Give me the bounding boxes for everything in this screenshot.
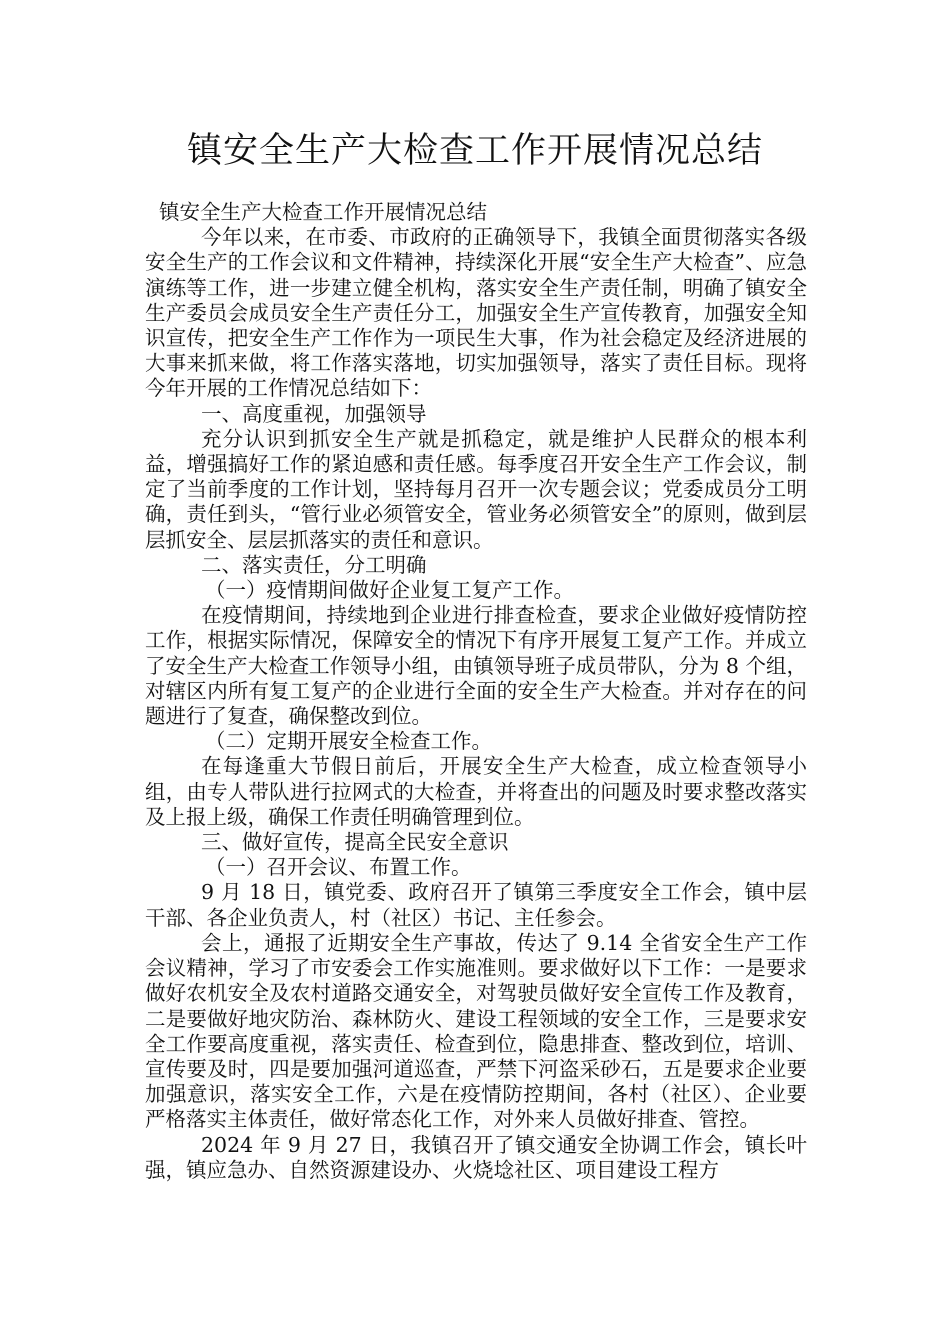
document-title: 镇安全生产大检查工作开展情况总结 — [186, 131, 763, 171]
section-heading-3: 三、做好宣传，提高全民安全意识 — [201, 830, 509, 855]
body-paragraph: 在每逢重大节假日前后，开展安全生产大检查，成立检查领导小组，由专人带队进行拉网式的大检查，并将查出的问题及时要求整改落实及上报上级，确保工作责任明确管理到位。 — [145, 754, 807, 829]
intro-paragraph: 今年以来，在市委、市政府的正确领导下，我镇全面贯彻落实各级安全生产的工作会议和文件精神，持续深化开展“安全生产大检查”、应急演练等工作，进一步建立健全机构，落实安全生产责任制，明确了镇安全生产委员会成员安全生产责任分工，加强安全生产宣传教育，加强安全知识宣传，把安全生产工作作为一项民生大事，作为社会稳定及经济进展的大事来抓来做，将工作落实落地，切实加强领导，落实了责任目标。现将今年开展的工作情况总结如下： — [145, 225, 807, 401]
section-heading-2: 二、落实责任，分工明确 — [201, 552, 427, 577]
subsection-heading: （一）召开会议、布置工作。 — [205, 855, 472, 880]
document-body — [145, 200, 807, 1183]
subsection-heading: （一）疫情期间做好企业复工复产工作。 — [205, 578, 574, 603]
subsection-heading: （二）定期开展安全检查工作。 — [205, 729, 492, 754]
body-paragraph: 会上，通报了近期安全生产事故，传达了 9.14 全省安全生产工作会议精神，学习了市安委会工作实施准则。要求做好以下工作：一是要求做好农机安全及农村道路交通安全，对驾驶员做好安全宣传工作及教育，二是要做好地灾防治、森林防火、建设工程领域的安全工作，三是要求安全工作要高度重视，落实责任、检查到位，隐患排查、整改到位，培训、宣传要及时，四是要加强河道巡查，严禁下河盗采砂石，五是要求企业要加强意识，落实安全工作，六是在疫情防控期间，各村（社区）、企业要严格落实主体责任，做好常态化工作，对外来人员做好排查、管控。 — [145, 930, 807, 1132]
body-paragraph: 2024 年 9 月 27 日，我镇召开了镇交通安全协调工作会，镇长叶强，镇应急办、自然资源建设办、火烧埝社区、项目建设工程方 — [145, 1132, 807, 1182]
body-paragraph: 在疫情期间，持续地到企业进行排查检查，要求企业做好疫情防控工作，根据实际情况，保障安全的情况下有序开展复工复产工作。并成立了安全生产大检查工作领导小组，由镇领导班子成员带队，分为 8 个组，对辖区内所有复工复产的企业进行全面的安全生产大检查。并对存在的问题进行了复查，确保整改到位。 — [145, 603, 807, 729]
document-subtitle: 镇安全生产大检查工作开展情况总结 — [159, 200, 487, 224]
section-heading-1: 一、高度重视，加强领导 — [201, 401, 427, 426]
body-paragraph: 充分认识到抓安全生产就是抓稳定，就是维护人民群众的根本利益，增强搞好工作的紧迫感和责任感。每季度召开安全生产工作会议，制定了当前季度的工作计划，坚持每月召开一次专题会议；党委成员分工明确，责任到头，“管行业必须管安全，管业务必须管安全”的原则，做到层层抓安全、层层抓落实的责任和意识。 — [145, 426, 807, 552]
body-paragraph: 9 月 18 日，镇党委、政府召开了镇第三季度安全工作会，镇中层干部、各企业负责人，村（社区）书记、主任参会。 — [145, 880, 807, 930]
